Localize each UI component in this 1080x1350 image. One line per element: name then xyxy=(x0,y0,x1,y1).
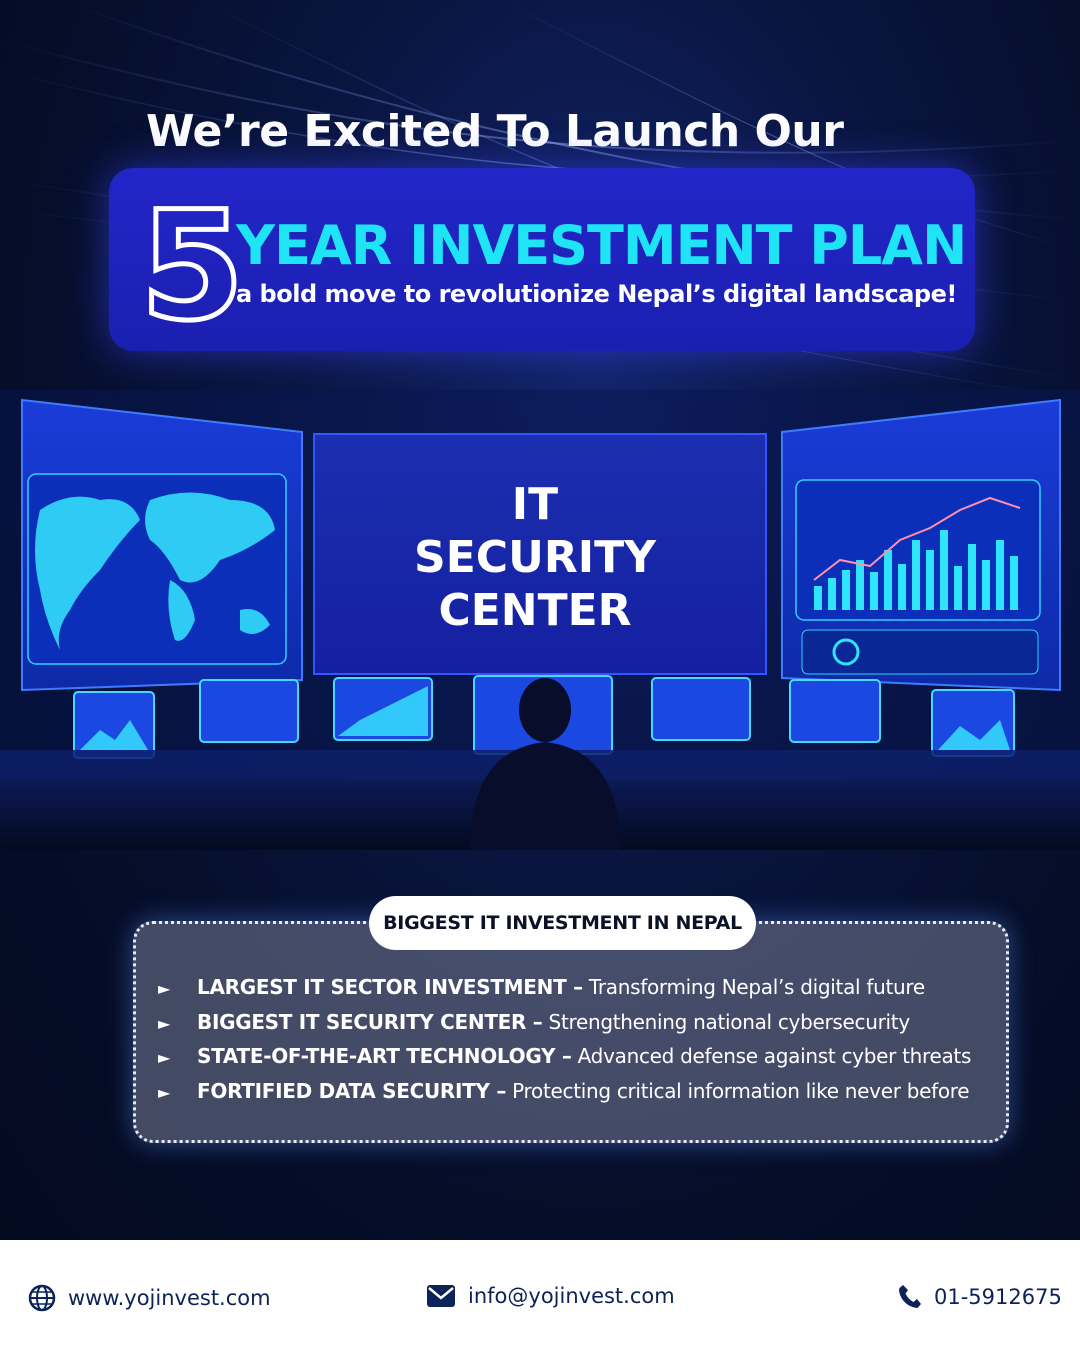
highlight-item xyxy=(158,1076,971,1111)
operator-silhouette xyxy=(519,678,571,742)
phone-icon xyxy=(898,1284,922,1310)
highlight-item xyxy=(158,972,971,1007)
website-link[interactable] xyxy=(28,1284,271,1312)
highlight-item xyxy=(158,1041,971,1076)
highlight-item-bold: STATE-OF-THE-ART TECHNOLOGY – xyxy=(197,1044,572,1069)
center-screen-line-3: CENTER xyxy=(438,585,632,636)
center-screen-line-1: IT xyxy=(511,479,559,530)
email-text: info@yojinvest.com xyxy=(468,1284,675,1308)
center-screen-label xyxy=(360,478,710,637)
left-wall-screen xyxy=(22,400,302,690)
arrow-right-icon: ► xyxy=(158,1013,171,1033)
highlights-title: BIGGEST IT INVESTMENT IN NEPAL xyxy=(369,896,756,950)
highlight-item-text: Protecting critical information like never before xyxy=(506,1079,970,1104)
headline: We’re Excited To Launch Our xyxy=(146,106,844,157)
center-screen-line-2: SECURITY xyxy=(414,532,656,583)
arrow-right-icon: ► xyxy=(158,979,171,998)
highlight-item-text: Transforming Nepal’s digital future xyxy=(582,975,925,999)
phone-text: 01-5912675 xyxy=(934,1285,1062,1309)
footer xyxy=(0,1240,1080,1350)
globe-icon xyxy=(28,1284,56,1312)
plan-number: 5 xyxy=(140,180,245,354)
arrow-right-icon: ► xyxy=(158,1048,171,1068)
right-wall-screen xyxy=(782,400,1060,690)
highlight-item-bold: BIGGEST IT SECURITY CENTER – xyxy=(197,1009,543,1034)
highlights-list xyxy=(158,972,971,1111)
highlight-item-bold: LARGEST IT SECTOR INVESTMENT – xyxy=(197,975,583,999)
plan-title: YEAR INVESTMENT PLAN xyxy=(236,214,967,277)
website-text: www.yojinvest.com xyxy=(68,1286,271,1310)
arrow-right-icon: ► xyxy=(158,1083,171,1103)
highlight-item-text: Strengthening national cybersecurity xyxy=(542,1009,910,1034)
plan-subtitle: a bold move to revolutionize Nepal’s digital landscape! xyxy=(236,280,957,308)
highlight-item xyxy=(158,1007,971,1042)
phone-link[interactable] xyxy=(898,1284,1062,1310)
highlight-item-text: Advanced defense against cyber threats xyxy=(571,1044,972,1069)
highlight-item-bold: FORTIFIED DATA SECURITY – xyxy=(197,1079,507,1104)
email-link[interactable] xyxy=(426,1284,675,1308)
envelope-icon xyxy=(426,1284,456,1308)
